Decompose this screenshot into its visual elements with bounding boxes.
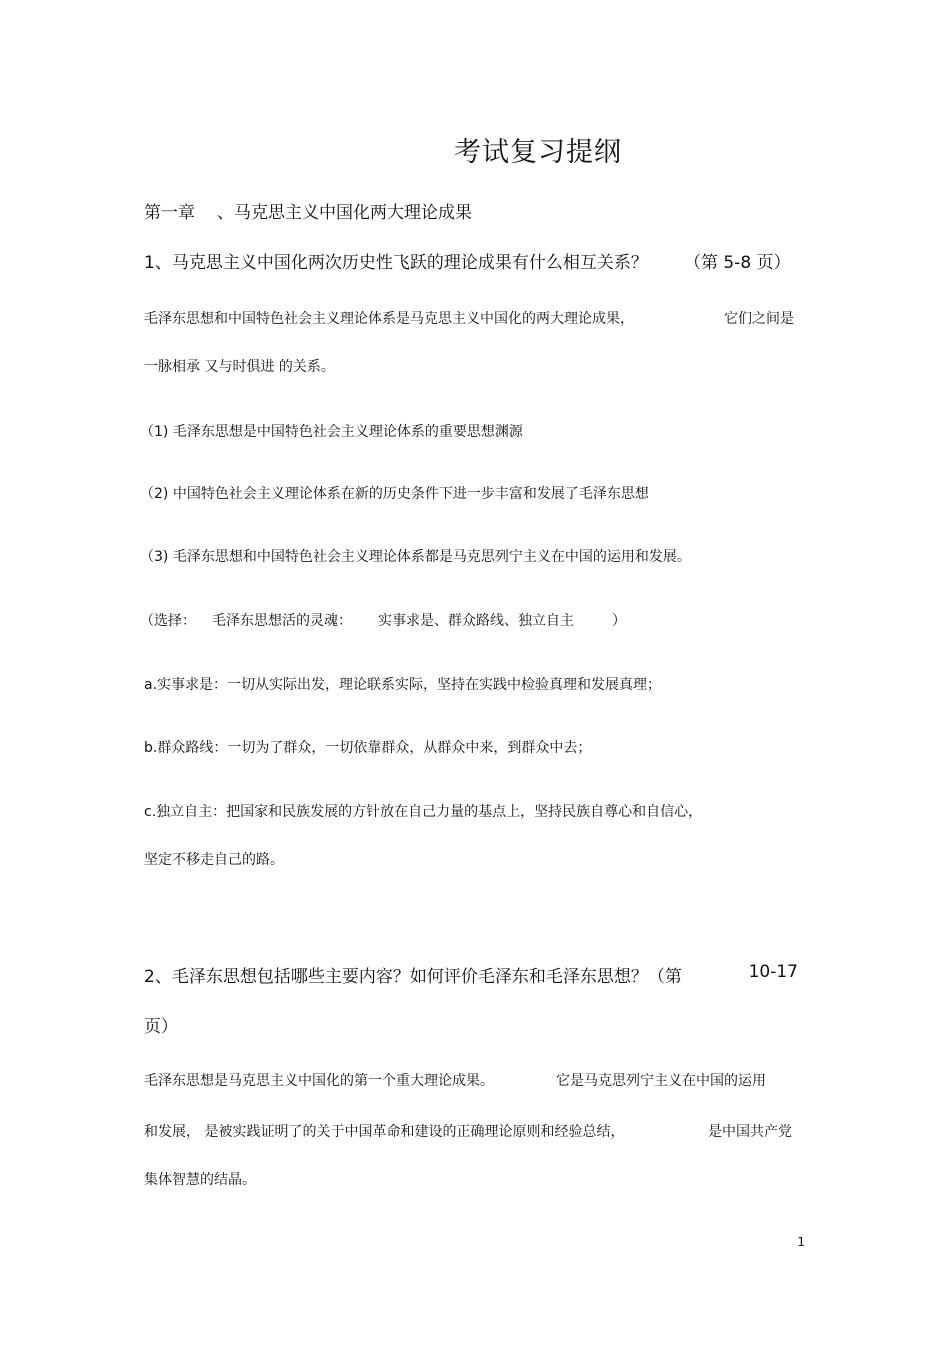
question-1: 1、马克思主义中国化两次历史性飞跃的理论成果有什么相互关系？ (144, 253, 648, 273)
q2-answer-line-2-right: 是中国共产党 (708, 1124, 792, 1140)
chapter-heading (144, 198, 472, 223)
q2-answer-line-1: 毛泽东思想是马克思主义中国化的第一个重大理论成果。 (144, 1073, 494, 1089)
item-c: c.独立自主：把国家和民族发展的方针放在自己力量的基点上，坚持民族自尊心和自信心， (144, 804, 703, 820)
q2-answer-line-2: 和发展， 是被实践证明了的关于中国革命和建设的正确理论原则和经验总结， (144, 1124, 625, 1140)
item-a: a.实事求是：一切从实际出发，理论联系实际，坚持在实践中检验真理和发展真理； (144, 677, 662, 693)
q1-answer-line-1-right: 它们之间是 (724, 311, 794, 327)
choice-close: ） (612, 613, 626, 629)
q1-point-3: （3) 毛泽东思想和中国特色社会主义理论体系都是马克思列宁主义在中国的运用和发展。 (140, 549, 691, 565)
page-number: 1 (797, 1235, 805, 1249)
question-2: 2、毛泽东思想包括哪些主要内容？如何评价毛泽东和毛泽东思想？（第 (144, 967, 682, 987)
q2-answer-line-1-right: 它是马克思列宁主义在中国的运用 (556, 1073, 766, 1089)
document-title: 考试复习提纲 (454, 137, 622, 168)
chapter-label: 第一章 (144, 203, 195, 223)
q2-answer-line-3: 集体智慧的结晶。 (144, 1172, 256, 1188)
choice-answer: 实事求是、群众路线、独立自主 (378, 613, 574, 629)
q1-point-2: （2) 中国特色社会主义理论体系在新的历史条件下进一步丰富和发展了毛泽东思想 (140, 486, 649, 502)
q1-point-1: （1) 毛泽东思想是中国特色社会主义理论体系的重要思想渊源 (140, 424, 523, 440)
question-1-page-ref: （第 5-8 页） (684, 253, 791, 273)
choice-open: （选择： (140, 613, 196, 629)
question-2-page-ref: 10-17 (748, 962, 798, 982)
choice-label: 毛泽东思想活的灵魂： (212, 613, 352, 629)
question-2-page-ref-cont: 页） (144, 1017, 178, 1037)
item-b: b.群众路线：一切为了群众，一切依靠群众，从群众中来，到群众中去； (144, 740, 592, 756)
item-c-continued: 坚定不移走自己的路。 (144, 852, 284, 868)
q1-answer-line-2: 一脉相承 又与时俱进 的关系。 (144, 359, 335, 375)
chapter-title: 、马克思主义中国化两大理论成果 (217, 203, 472, 223)
q1-answer-line-1: 毛泽东思想和中国特色社会主义理论体系是马克思主义中国化的两大理论成果， (144, 311, 634, 327)
